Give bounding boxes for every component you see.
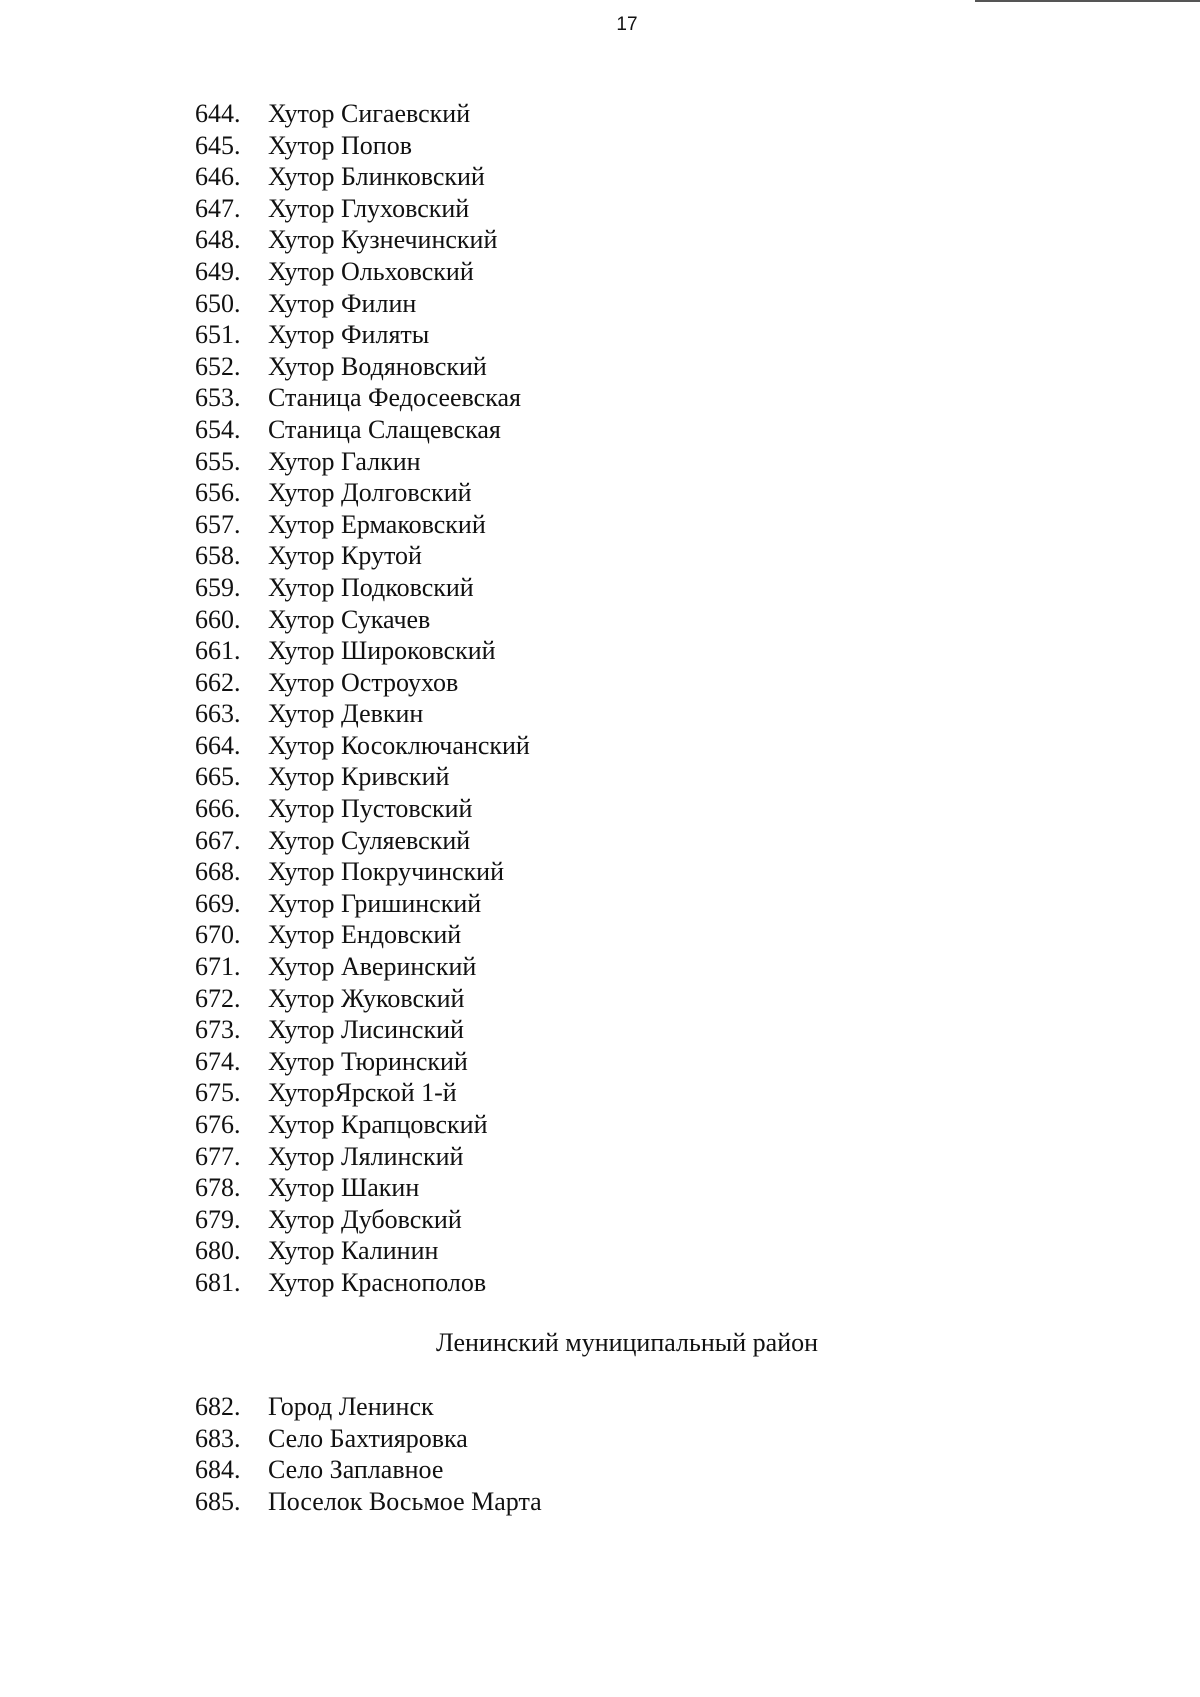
list-item (195, 319, 530, 351)
list-item-number: 660. (195, 604, 241, 634)
list-item-number: 672. (195, 983, 241, 1013)
list-item-number: 673. (195, 1015, 241, 1045)
list-item (195, 414, 530, 446)
list-item-text: ХуторЯрской 1-й (268, 1078, 457, 1108)
list-item (195, 1204, 530, 1236)
list-item-number: 665. (195, 762, 241, 792)
list-item-text: Хутор Косоключанский (268, 730, 530, 760)
list-item (195, 193, 530, 225)
list-item-text: Хутор Калинин (268, 1236, 439, 1266)
list-item-text: Хутор Крутой (268, 541, 422, 571)
list-item-number: 666. (195, 794, 241, 824)
list-item (195, 888, 530, 920)
list-item-number: 680. (195, 1236, 241, 1266)
list-item-text: Хутор Долговский (268, 478, 472, 508)
list-item-number: 661. (195, 636, 241, 666)
list-item-number: 677. (195, 1141, 241, 1171)
list-item-text: Поселок Восьмое Марта (268, 1486, 542, 1516)
list-item (195, 98, 530, 130)
list-item (195, 604, 530, 636)
list-item (195, 635, 530, 667)
list-item-number: 679. (195, 1204, 241, 1234)
list-item-number: 669. (195, 888, 241, 918)
list-item-number: 658. (195, 541, 241, 571)
list-item-text: Хутор Шакин (268, 1173, 420, 1203)
list-item-number: 676. (195, 1110, 241, 1139)
list-item-text: Станица Федосеевская (268, 383, 521, 413)
list-item-number: 681. (195, 1267, 241, 1297)
list-item-text: Хутор Суляевский (268, 825, 471, 855)
list-item-text: Хутор Ермаковский (268, 509, 486, 539)
list-item (195, 919, 530, 951)
list-item-number: 664. (195, 730, 241, 760)
list-item-number: 650. (195, 288, 241, 318)
list-item-number: 662. (195, 667, 241, 697)
list-item-text: Хутор Аверинский (268, 952, 477, 982)
list-item-number: 649. (195, 256, 241, 286)
list-item-text: Хутор Лисинский (268, 1015, 464, 1045)
list-item (195, 1046, 530, 1078)
list-item-number: 653. (195, 383, 241, 413)
list-item-number: 645. (195, 130, 241, 160)
list-item (195, 446, 530, 478)
list-item (195, 1486, 542, 1518)
section-heading: Ленинский муниципальный район (436, 1328, 819, 1357)
list-item (195, 540, 530, 572)
list-item-number: 656. (195, 478, 241, 508)
page-number: 17 (616, 14, 638, 35)
list-item (195, 224, 530, 256)
list-item (195, 382, 530, 414)
list-item-text: Хутор Ендовский (268, 920, 462, 950)
list-item-text: Хутор Попов (268, 130, 412, 160)
list-item (195, 1267, 530, 1299)
list-item-number: 678. (195, 1173, 241, 1203)
list-item-text: Хутор Краснополов (268, 1267, 487, 1297)
list-item (195, 825, 530, 857)
list-item (195, 1235, 530, 1267)
list-item-number: 668. (195, 857, 241, 887)
list-item (195, 572, 530, 604)
list-item-text: Хутор Крапцовский (268, 1110, 488, 1139)
list-item-text: Село Бахтияровка (268, 1423, 468, 1453)
list-item-text: Хутор Гришинский (268, 888, 482, 918)
list-item (195, 951, 530, 983)
list-item (195, 761, 530, 793)
list-item (195, 856, 530, 888)
list-item (195, 256, 530, 288)
list-item-text: Хутор Галкин (268, 446, 421, 476)
list-item-text: Станица Слащевская (268, 414, 501, 444)
settlement-list-leninsky (195, 1391, 542, 1517)
list-item-text: Хутор Сигаевский (268, 99, 471, 128)
list-item-text: Хутор Дубовский (268, 1204, 462, 1234)
list-item-text: Хутор Ольховский (268, 256, 474, 286)
list-item (195, 1172, 530, 1204)
list-item-number: 685. (195, 1486, 241, 1516)
list-item (195, 1454, 542, 1486)
list-item (195, 351, 530, 383)
list-item-text: Хутор Жуковский (268, 983, 465, 1013)
list-item-text: Хутор Кривский (268, 762, 450, 792)
list-item-text: Хутор Покручинский (268, 857, 504, 887)
settlement-list (195, 98, 530, 1299)
list-item-text: Хутор Широковский (268, 636, 496, 666)
list-item-number: 648. (195, 225, 241, 255)
list-item-text: Хутор Девкин (268, 699, 424, 729)
list-item (195, 1077, 530, 1109)
list-item (195, 793, 530, 825)
list-item (195, 1391, 542, 1423)
list-item-text: Хутор Глуховский (268, 193, 470, 223)
list-item (195, 130, 530, 162)
list-item-number: 674. (195, 1046, 241, 1076)
list-item-text: Хутор Филяты (268, 320, 430, 350)
list-item-text: Хутор Сукачев (268, 604, 431, 634)
list-item-number: 683. (195, 1423, 241, 1453)
list-item-text: Город Ленинск (268, 1392, 434, 1421)
list-item-number: 647. (195, 193, 241, 223)
list-item-number: 659. (195, 572, 241, 602)
list-item (195, 509, 530, 541)
list-item-number: 684. (195, 1455, 241, 1485)
list-item-text: Хутор Кузнечинский (268, 225, 498, 255)
list-item-text: Хутор Подковский (268, 572, 474, 602)
list-item (195, 1014, 530, 1046)
list-item-text: Хутор Блинковский (268, 162, 485, 192)
list-item-number: 644. (195, 99, 241, 128)
list-item-number: 655. (195, 446, 241, 476)
list-item (195, 1141, 530, 1173)
list-item-number: 667. (195, 825, 241, 855)
list-item-text: Хутор Остроухов (268, 667, 459, 697)
list-item-number: 646. (195, 162, 241, 192)
list-item-text: Хутор Водяновский (268, 351, 487, 381)
list-item (195, 161, 530, 193)
list-item (195, 1423, 542, 1455)
list-item-number: 651. (195, 320, 241, 350)
list-item (195, 983, 530, 1015)
list-item-number: 670. (195, 920, 241, 950)
list-item-number: 657. (195, 509, 241, 539)
list-item-number: 654. (195, 414, 241, 444)
list-item-number: 671. (195, 952, 241, 982)
list-item (195, 667, 530, 699)
list-item-number: 652. (195, 351, 241, 381)
list-item-text: Хутор Тюринский (268, 1046, 468, 1076)
list-item-number: 675. (195, 1078, 241, 1108)
list-item (195, 730, 530, 762)
list-item (195, 288, 530, 320)
scan-edge-line (975, 0, 1200, 2)
list-item (195, 1109, 530, 1141)
list-item-text: Хутор Пустовский (268, 794, 473, 824)
list-item-text: Хутор Филин (268, 288, 417, 318)
list-item-number: 663. (195, 699, 241, 729)
list-item (195, 477, 530, 509)
list-item-number: 682. (195, 1392, 241, 1421)
list-item-text: Село Заплавное (268, 1455, 444, 1485)
list-item (195, 698, 530, 730)
list-item-text: Хутор Лялинский (268, 1141, 464, 1171)
